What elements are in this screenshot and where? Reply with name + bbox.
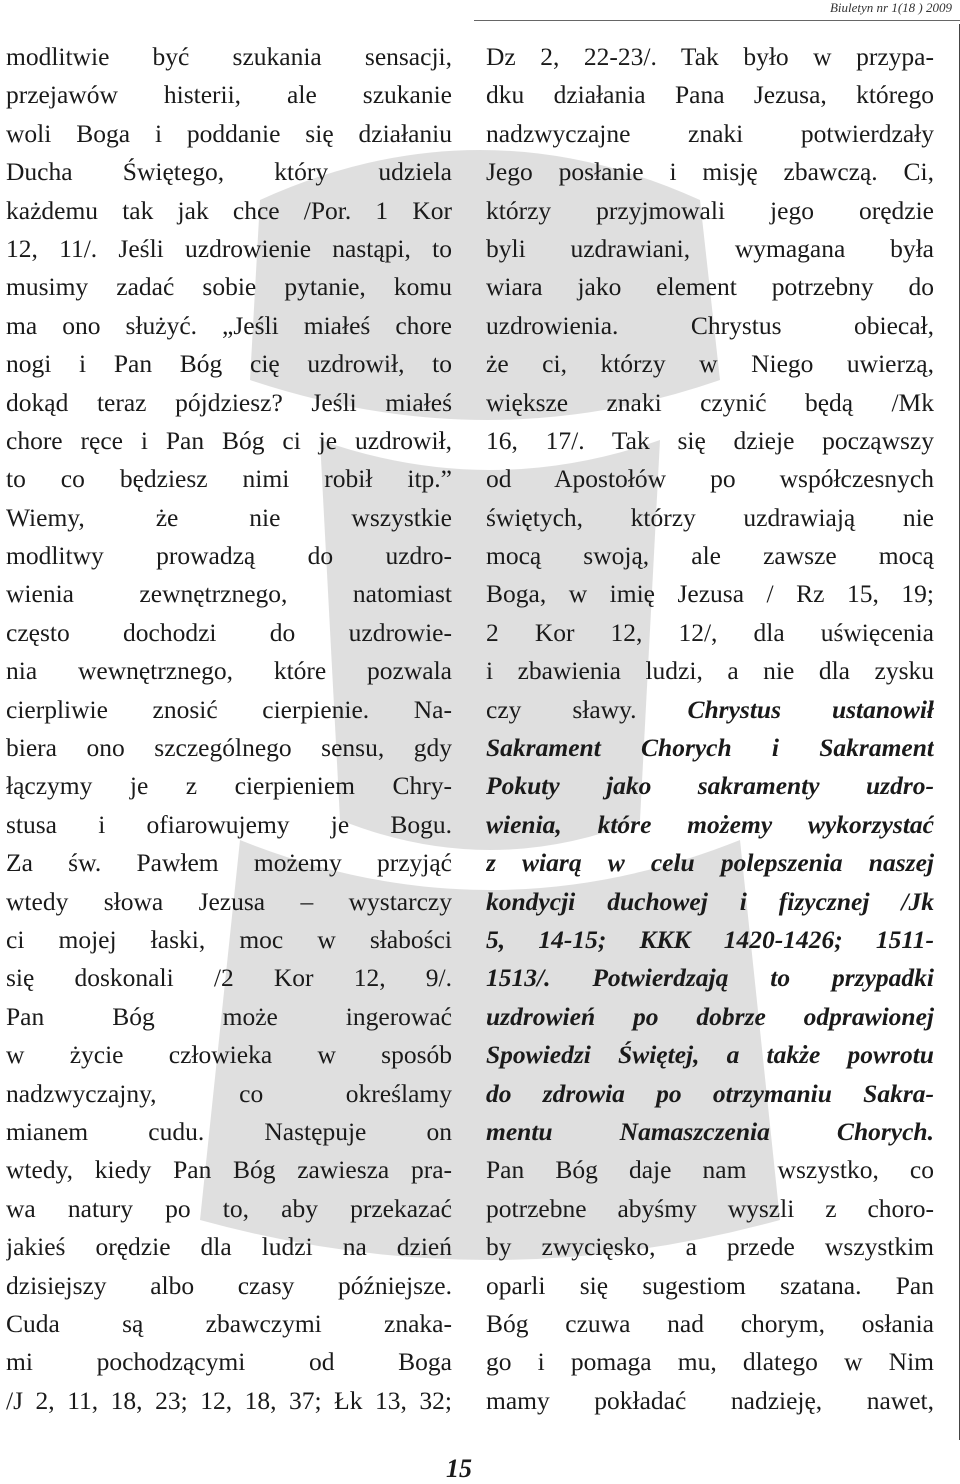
page-number: 15 — [446, 1454, 472, 1483]
text-line: Pan Bóg może ingerować — [6, 1001, 452, 1031]
text-line: i zbawienia ludzi, a nie dla zysku — [486, 656, 934, 686]
text-line: 1513/. Potwierdzają to przypadki — [486, 963, 934, 993]
text-line: mianem cudu. Następuje on — [6, 1116, 452, 1146]
text-line: świętych, którzy uzdrawiają nie — [486, 502, 934, 532]
text-line: Dz 2, 22-23/. Tak było w przypa- — [486, 42, 934, 71]
text-line: mocą swoją, ale zawsze mocą — [486, 541, 934, 571]
text-line: Boga, w imię Jezusa / Rz 15, 19; — [486, 579, 934, 609]
text-line: potrzebne abyśmy wyszli z choro- — [486, 1193, 934, 1223]
text-run: czy sławy. — [486, 694, 637, 724]
text-line: dzisiejszy albo czasy późniejsze. — [6, 1270, 452, 1300]
text-line: 12, 11/. Jeśli uzdrowienie nastąpi, to — [6, 233, 452, 263]
text-line: to co będziesz nimi robił itp.” — [6, 464, 452, 494]
text-line: ci mojej łaski, moc w słabości — [6, 924, 452, 954]
text-line: ma ono służyć. „Jeśli miałeś chore — [6, 310, 452, 340]
text-line: że ci, którzy w Niego uwierzą, — [486, 349, 934, 379]
text-line: musimy zadać sobie pytanie, komu — [6, 272, 452, 302]
text-line: kondycji duchowej i fizycznej /Jk — [486, 886, 934, 916]
text-line: wienia, które możemy wykorzystać — [486, 809, 934, 839]
text-line: Za św. Pawłem możemy przyjąć — [6, 848, 452, 878]
text-line: Ducha Świętego, który udziela — [6, 157, 452, 187]
text-line: Wiemy, że nie wszystkie — [6, 502, 452, 532]
issue-header: Biuletyn nr 1(18 ) 2009 — [829, 0, 952, 15]
text-line: uzdrowień po dobrze odprawionej — [486, 1001, 934, 1031]
emphasis-run: Chrystus ustanowił — [687, 694, 934, 724]
text-line: wiara jako element potrzebny do — [486, 272, 934, 302]
text-line: oparli się sugestiom szatana. Pan — [486, 1270, 934, 1300]
text-line: przejawów histerii, ale szukanie — [6, 80, 452, 110]
text-line: 5, 14-15; KKK 1420-1426; 1511- — [486, 924, 934, 954]
text-line: wtedy słowa Jezusa – wystarczy — [6, 886, 452, 916]
text-line: uzdrowienia. Chrystus obiecał, — [486, 310, 934, 340]
text-line: nogi i Pan Bóg cię uzdrowił, to — [6, 349, 452, 379]
text-line: każdemu tak jak chce /Por. 1 Kor — [6, 195, 452, 225]
text-line: 16, 17/. Tak się dzieje począwszy — [486, 425, 934, 455]
text-line: /J 2, 11, 18, 23; 12, 18, 37; Łk 13, 32; — [6, 1385, 452, 1415]
text-line: cierpliwie znosić cierpienie. Na- — [6, 694, 452, 724]
text-line: Jego posłanie i misję zbawczą. Ci, — [486, 157, 934, 187]
text-line: którzy przyjmowali jego orędzie — [486, 195, 934, 225]
text-line: dku działania Pana Jezusa, którego — [486, 80, 934, 110]
text-line: Bóg czuwa nad chorym, osłania — [486, 1308, 934, 1338]
text-line: się doskonali /2 Kor 12, 9/. — [6, 963, 452, 993]
text-line: nadzwyczajny, co określamy — [6, 1078, 452, 1108]
text-line: 2 Kor 12, 12/, dla uświęcenia — [486, 617, 934, 647]
text-line: mi pochodzącymi od Boga — [6, 1347, 452, 1377]
text-line: dokąd teraz pójdziesz? Jeśli miałeś — [6, 387, 452, 417]
text-line: do zdrowia po otrzymaniu Sakra- — [486, 1078, 934, 1108]
text-line: byli uzdrawiani, wymagana była — [486, 233, 934, 263]
text-line: od Apostołów po współczesnych — [486, 464, 934, 494]
left-text-column — [6, 38, 452, 1420]
text-line: stusa i ofiarowujemy je Bogu. — [6, 809, 452, 839]
text-line: wienia zewnętrznego, natomiast — [6, 579, 452, 609]
text-line: Pokuty jako sakramenty uzdro- — [486, 771, 934, 801]
text-line: nia wewnętrznego, które pozwala — [6, 656, 452, 686]
text-line: jakieś orędzie dla ludzi na dzień — [6, 1232, 452, 1262]
text-line: mentu Namaszczenia Chorych. — [486, 1116, 934, 1146]
text-line: Sakrament Chorych i Sakrament — [486, 733, 934, 763]
text-line: Pan Bóg daje nam wszystko, co — [486, 1155, 934, 1185]
text-line: modlitwy prowadzą do uzdro- — [6, 541, 452, 571]
text-line: Cuda są zbawczymi znaka- — [6, 1308, 452, 1338]
text-line: często dochodzi do uzdrowie- — [6, 617, 452, 647]
text-line: wtedy, kiedy Pan Bóg zawiesza pra- — [6, 1155, 452, 1185]
header-divider — [474, 20, 960, 21]
text-line: go i pomaga mu, dlatego w Nim — [486, 1347, 934, 1377]
text-line: biera ono szczególnego sensu, gdy — [6, 733, 452, 763]
text-line: by zwycięsko, a przede wszystkim — [486, 1232, 934, 1262]
text-line: nadzwyczajne znaki potwierdzały — [486, 118, 934, 148]
text-line: mamy pokładać nadzieję, nawet, — [486, 1385, 934, 1415]
text-line — [486, 691, 934, 729]
text-line: w życie człowieka w sposób — [6, 1040, 452, 1070]
text-line: woli Boga i poddanie się działaniu — [6, 118, 452, 148]
text-line: chore ręce i Pan Bóg ci je uzdrowił, — [6, 425, 452, 455]
right-text-column — [486, 38, 934, 1420]
text-line: z wiarą w celu polepszenia naszej — [486, 848, 934, 878]
text-line: łączymy je z cierpieniem Chry- — [6, 771, 452, 801]
text-line: wa natury po to, aby przekazać — [6, 1193, 452, 1223]
text-line: Spowiedzi Świętej, a także powrotu — [486, 1040, 934, 1070]
text-line: modlitwie być szukania sensacji, — [6, 42, 452, 71]
text-line: większe znaki czynić będą /Mk — [486, 387, 934, 417]
